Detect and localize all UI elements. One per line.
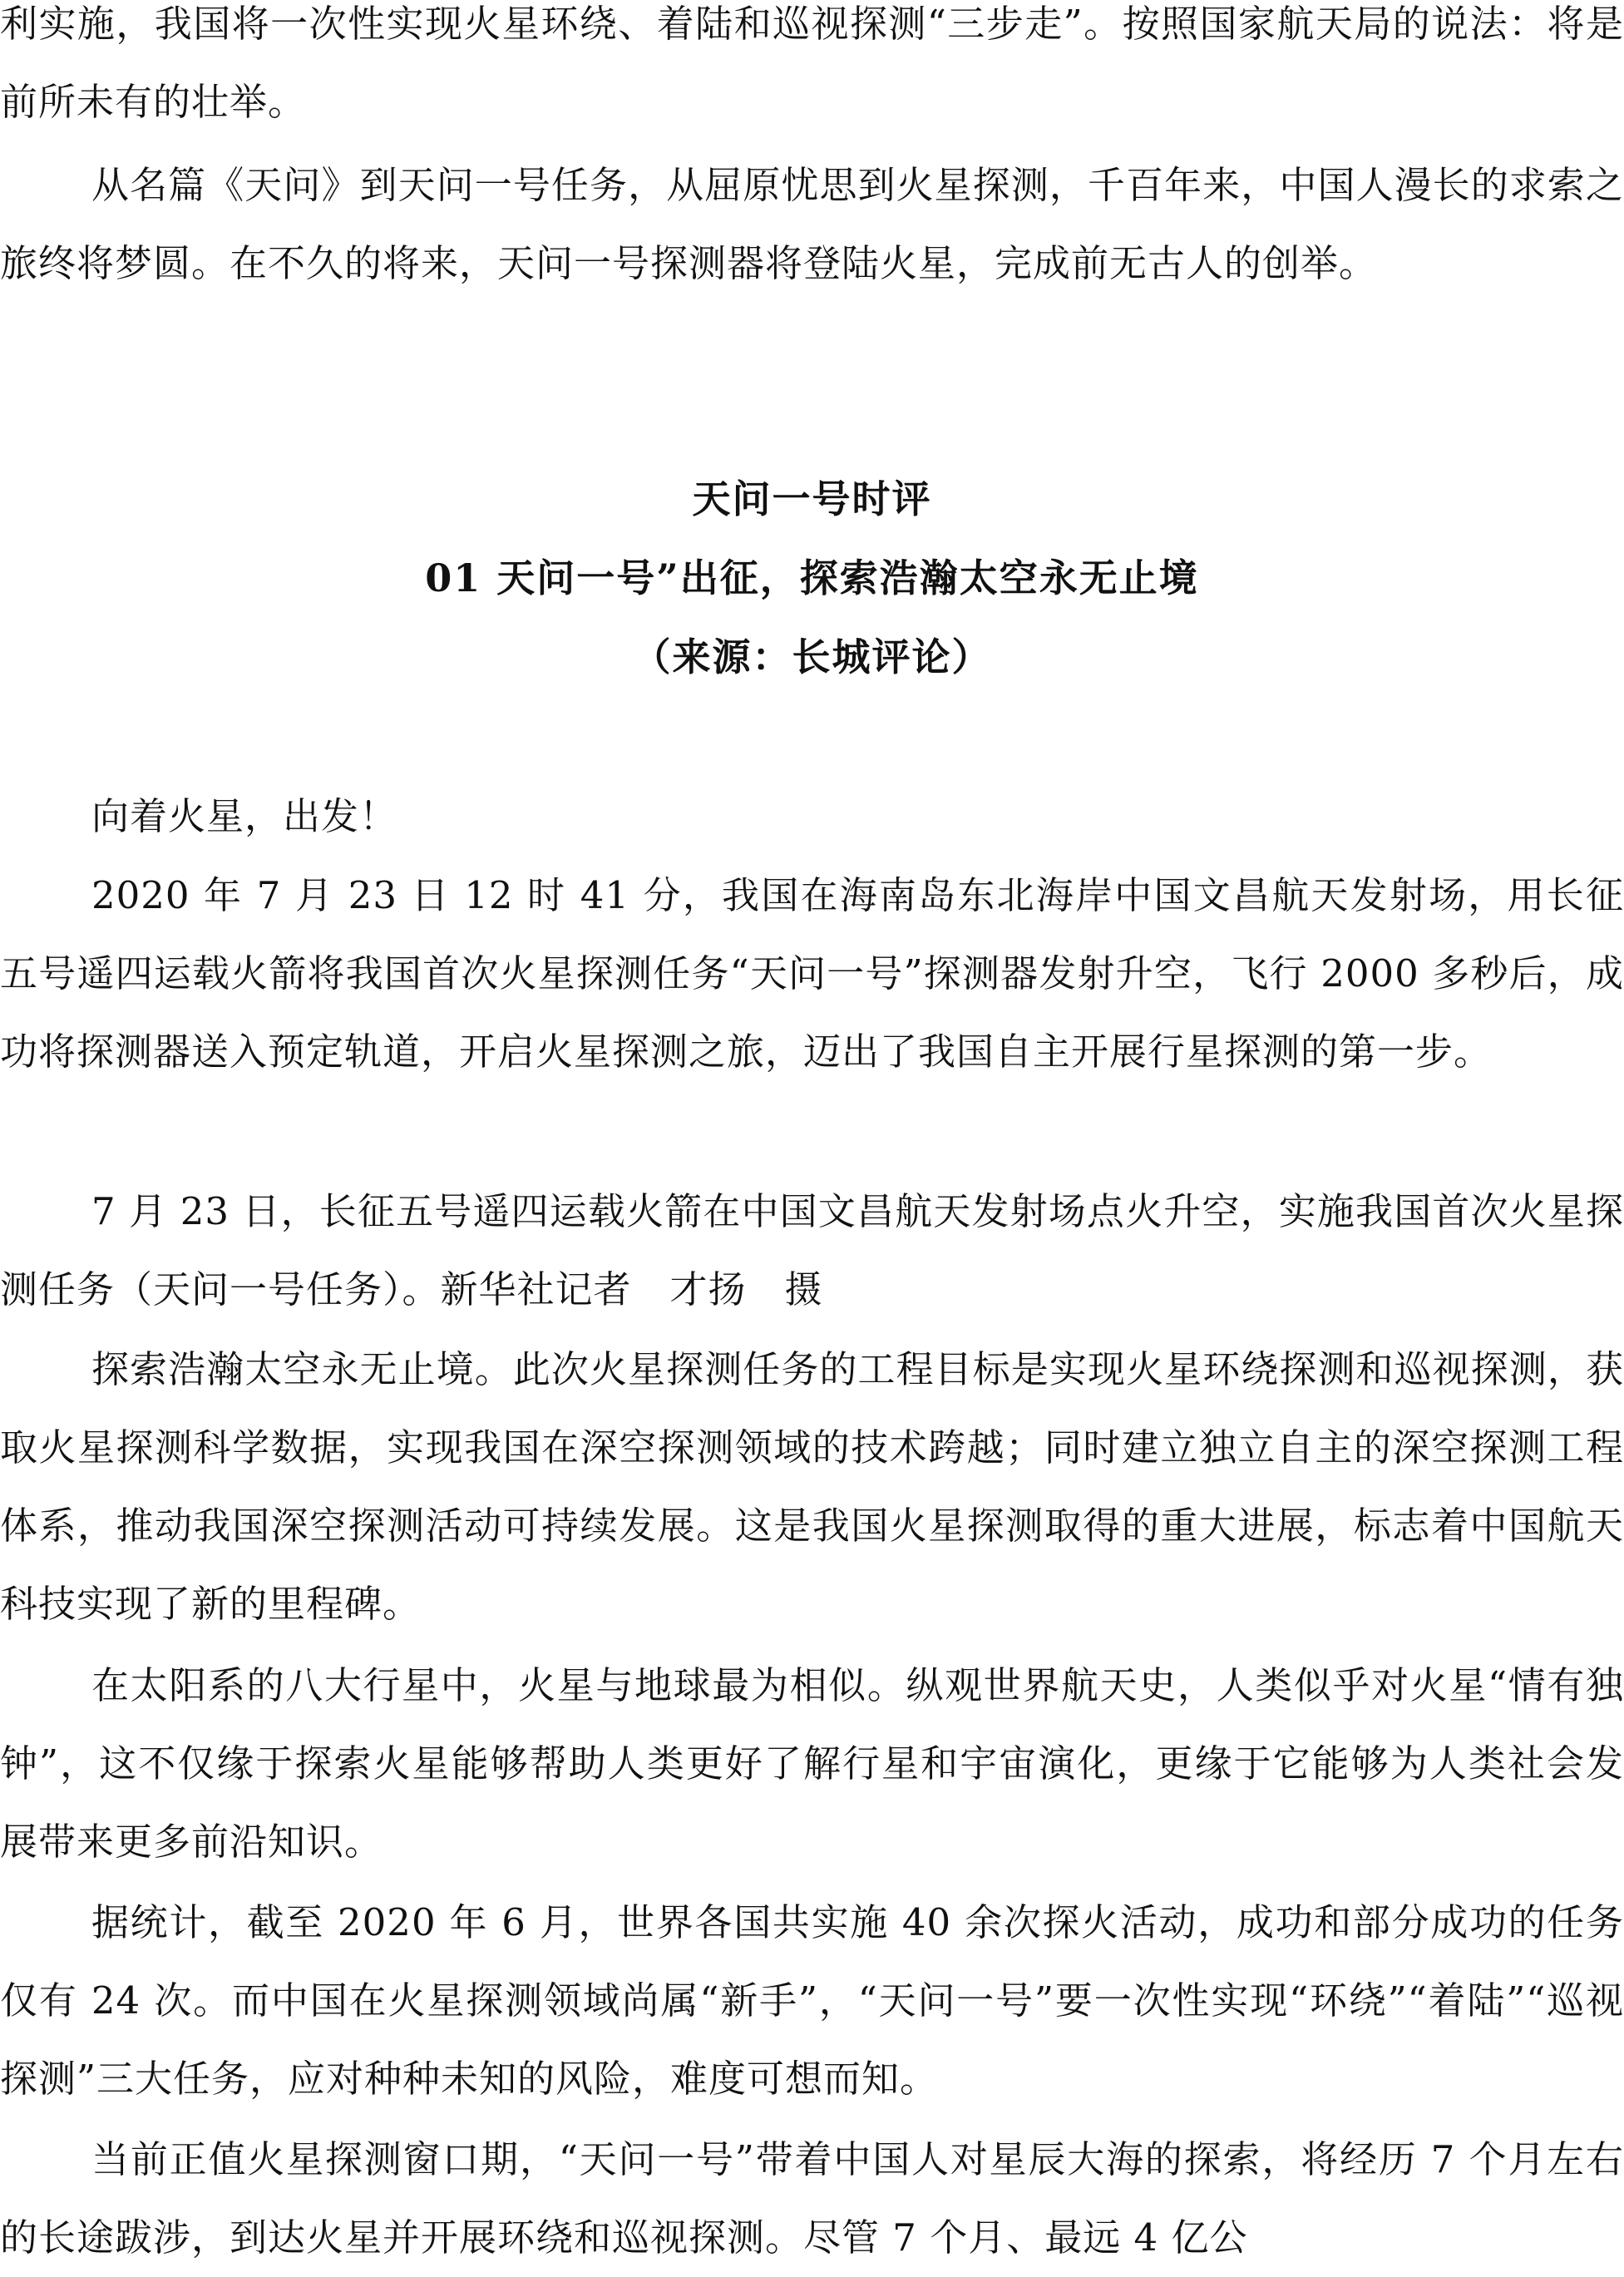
paragraph-tianwen-dream: 从名篇《天问》到天问一号任务，从屈原忧思到火星探测，千百年来，中国人漫长的求索之旅终将梦圆。在不久的将来，天问一号探测器将登陆火星，完成前无古人的创举。 <box>0 163 1624 285</box>
paragraph-mars-similarity: 在太阳系的八大行星中，火星与地球最为相似。纵观世界航天史，人类似乎对火星“情有独钟”，这不仅缘于探索火星能够帮助人类更好了解行星和宇宙演化，更缘于它能够为人类社会发展带来更多前沿知识。 <box>0 1663 1624 1864</box>
paragraph-continuation: 利实施，我国将一次性实现火星环绕、着陆和巡视探测“三步走”。按照国家航天局的说法：将是前所未有的壮举。 <box>0 2 1624 124</box>
article-source: （来源：长城评论） <box>632 635 992 679</box>
paragraph-photo-caption: 7 月 23 日，长征五号遥四运载火箭在中国文昌航天发射场点火升空，实施我国首次火星探测任务（天问一号任务）。新华社记者 才扬 摄 <box>0 1189 1624 1311</box>
article-subtitle: 01 天问一号”出征，探索浩瀚太空永无止境 <box>425 556 1199 600</box>
section-title: 天问一号时评 <box>692 477 932 521</box>
paragraph-statistics: 据统计，截至 2020 年 6 月，世界各国共实施 40 余次探火活动，成功和部分成功的任务仅有 24 次。而中国在火星探测领域尚属“新手”，“天问一号”要一次性实现“环绕”“着陆”“巡视探测”三大任务，应对种种未知的风险，难度可想而知。 <box>0 1900 1624 2101</box>
paragraph-journey: 当前正值火星探测窗口期，“天问一号”带着中国人对星辰大海的探索，将经历 7 个月左右的长途跋涉，到达火星并开展环绕和巡视探测。尽管 7 个月、最远 4 亿公 <box>0 2137 1624 2260</box>
paragraph-launch: 2020 年 7 月 23 日 12 时 41 分，我国在海南岛东北海岸中国文昌航天发射场，用长征五号遥四运载火箭将我国首次火星探测任务“天问一号”探测器发射升空，飞行 2000 多秒后，成功将探测器送入预定轨道，开启火星探测之旅，迈出了我国自主开展行星探测的第一步。 <box>0 873 1624 1074</box>
paragraph-opening: 向着火星，出发！ <box>91 794 398 838</box>
paragraph-exploration-goals: 探索浩瀚太空永无止境。此次火星探测任务的工程目标是实现火星环绕探测和巡视探测，获取火星探测科学数据，实现我国在深空探测领域的技术跨越；同时建立独立自主的深空探测工程体系，推动我国深空探测活动可持续发展。这是我国火星探测取得的重大进展，标志着中国航天科技实现了新的里程碑。 <box>0 1347 1624 1626</box>
